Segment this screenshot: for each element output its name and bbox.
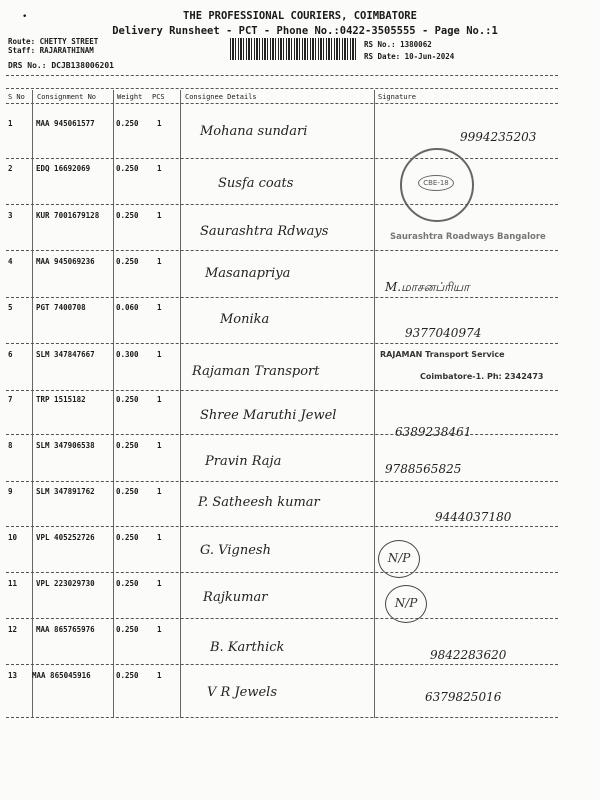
row-pcs: 1 <box>157 487 162 496</box>
row-consignment: MAA 865765976 <box>36 625 95 634</box>
column-rule <box>113 90 114 718</box>
row-pcs: 1 <box>157 625 162 634</box>
row-consignee: Shree Maruthi Jewel <box>200 408 337 423</box>
row-signature: 9842283620 <box>430 648 507 662</box>
staff-label: Staff: RAJARATHINAM <box>8 46 94 55</box>
row-divider <box>6 343 558 344</box>
row-weight: 0.250 <box>116 119 139 128</box>
row-consignee: Pravin Raja <box>205 454 282 469</box>
row-divider <box>6 204 558 205</box>
row-pcs: 1 <box>157 579 162 588</box>
row-weight: 0.250 <box>116 671 139 680</box>
row-sno: 4 <box>8 257 13 266</box>
bullet-mark: • <box>22 12 28 22</box>
row-sno: 8 <box>8 441 13 450</box>
col-header-signature: Signature <box>378 93 416 101</box>
row-sno: 2 <box>8 164 13 173</box>
row-divider <box>6 526 558 527</box>
col-header-pcs: PCS <box>152 93 165 101</box>
row-sno: 11 <box>8 579 18 588</box>
row-signature: M.மாசனப்ரியா <box>385 280 470 294</box>
row-consignee: P. Satheesh kumar <box>198 495 320 510</box>
row-consignment: MAA 945069236 <box>36 257 95 266</box>
barcode <box>230 38 358 60</box>
row-consignee: Saurashtra Rdways <box>200 224 329 239</box>
row-signature: 9994235203 <box>460 130 537 144</box>
col-header-consignee: Consignee Details <box>185 93 257 101</box>
row-divider <box>6 297 558 298</box>
row-consignment: MAA 865045916 <box>32 671 91 680</box>
row-pcs: 1 <box>157 533 162 542</box>
row-consignment: KUR 7001679128 <box>36 211 100 220</box>
row-consignee: G. Vignesh <box>200 543 271 558</box>
row-consignment: SLM 347891762 <box>36 487 95 496</box>
row-sno: 1 <box>8 119 13 128</box>
row-signature-stamp: Saurashtra Roadways Bangalore <box>390 232 546 242</box>
divider <box>6 75 558 76</box>
report-title: THE PROFESSIONAL COURIERS, COIMBATORE <box>183 10 417 22</box>
row-weight: 0.250 <box>116 164 139 173</box>
row-consignment: VPL 223029730 <box>36 579 95 588</box>
row-weight: 0.250 <box>116 441 139 450</box>
column-rule <box>374 90 375 718</box>
row-consignee: Rajaman Transport <box>192 364 320 379</box>
row-divider <box>6 618 558 619</box>
row-weight: 0.250 <box>116 395 139 404</box>
row-pcs: 1 <box>157 303 162 312</box>
row-signature: 6379825016 <box>425 690 502 704</box>
row-consignee: Masanapriya <box>205 266 291 281</box>
row-divider <box>6 717 558 718</box>
row-consignment: SLM 347906538 <box>36 441 95 450</box>
column-rule <box>180 90 181 718</box>
row-divider <box>6 481 558 482</box>
transport-stamp-line1: RAJAMAN Transport Service <box>380 350 505 359</box>
row-consignment: MAA 945061577 <box>36 119 95 128</box>
row-weight: 0.250 <box>116 579 139 588</box>
row-pcs: 1 <box>157 164 162 173</box>
row-divider <box>6 572 558 573</box>
col-header-consignment: Consignment No <box>37 93 97 101</box>
row-sno: 9 <box>8 487 13 496</box>
row-sno: 10 <box>8 533 18 542</box>
row-signature: 6389238461 <box>395 425 472 439</box>
route-label: Route: CHETTY STREET <box>8 37 99 46</box>
row-pcs: 1 <box>157 350 162 359</box>
row-weight: 0.250 <box>116 533 139 542</box>
row-consignee: Mohana sundari <box>200 124 308 139</box>
row-consignee: B. Karthick <box>210 640 285 655</box>
row-sno: 5 <box>8 303 13 312</box>
row-sno: 12 <box>8 625 18 634</box>
divider <box>6 88 558 89</box>
row-divider <box>6 434 558 435</box>
col-header-weight: Weight <box>117 93 143 101</box>
row-pcs: 1 <box>157 119 162 128</box>
row-consignment: VPL 405252726 <box>36 533 95 542</box>
row-consignee: Rajkumar <box>203 590 268 605</box>
row-sno: 6 <box>8 350 13 359</box>
row-pcs: 1 <box>157 395 162 404</box>
row-weight: 0.300 <box>116 350 139 359</box>
row-weight: 0.250 <box>116 625 139 634</box>
rs-date: RS Date: 10-Jun-2024 <box>364 52 455 61</box>
row-consignee: V R Jewels <box>207 685 277 700</box>
rs-number: RS No.: 1380062 <box>364 40 432 49</box>
row-divider <box>6 664 558 665</box>
row-weight: 0.250 <box>116 487 139 496</box>
row-sno: 3 <box>8 211 13 220</box>
row-pcs: 1 <box>157 211 162 220</box>
transport-stamp-line2: Coimbatore-1. Ph: 2342473 <box>420 372 544 381</box>
row-consignment: TRP 1515182 <box>36 395 86 404</box>
drs-number: DRS No.: DCJB138006201 <box>8 61 114 70</box>
report-subtitle: Delivery Runsheet - PCT - Phone No.:0422-3505555 - Page No.:1 <box>112 25 498 37</box>
divider <box>6 103 558 104</box>
column-rule <box>32 90 33 718</box>
row-consignee: Susfa coats <box>218 176 294 191</box>
col-header-sno: S No <box>8 93 25 101</box>
row-consignment: PGT 7400708 <box>36 303 86 312</box>
row-consignment: SLM 347847667 <box>36 350 95 359</box>
row-divider <box>6 390 558 391</box>
row-signature: 9788565825 <box>385 462 462 476</box>
row-divider <box>6 250 558 251</box>
row-sno: 7 <box>8 395 13 404</box>
row-divider <box>6 158 558 159</box>
row-pcs: 1 <box>157 257 162 266</box>
row-weight: 0.250 <box>116 257 139 266</box>
not-present-mark: N/P <box>378 540 420 578</box>
row-signature: 9377040974 <box>405 326 482 340</box>
row-sno: 13 <box>8 671 18 680</box>
row-signature: 9444037180 <box>435 510 512 524</box>
row-consignment: EDQ 16692069 <box>36 164 91 173</box>
row-weight: 0.250 <box>116 211 139 220</box>
stamp-code: CBE-18 <box>418 175 454 191</box>
row-weight: 0.060 <box>116 303 139 312</box>
row-pcs: 1 <box>157 671 162 680</box>
row-consignee: Monika <box>220 312 270 327</box>
row-pcs: 1 <box>157 441 162 450</box>
not-present-mark: N/P <box>385 585 427 623</box>
